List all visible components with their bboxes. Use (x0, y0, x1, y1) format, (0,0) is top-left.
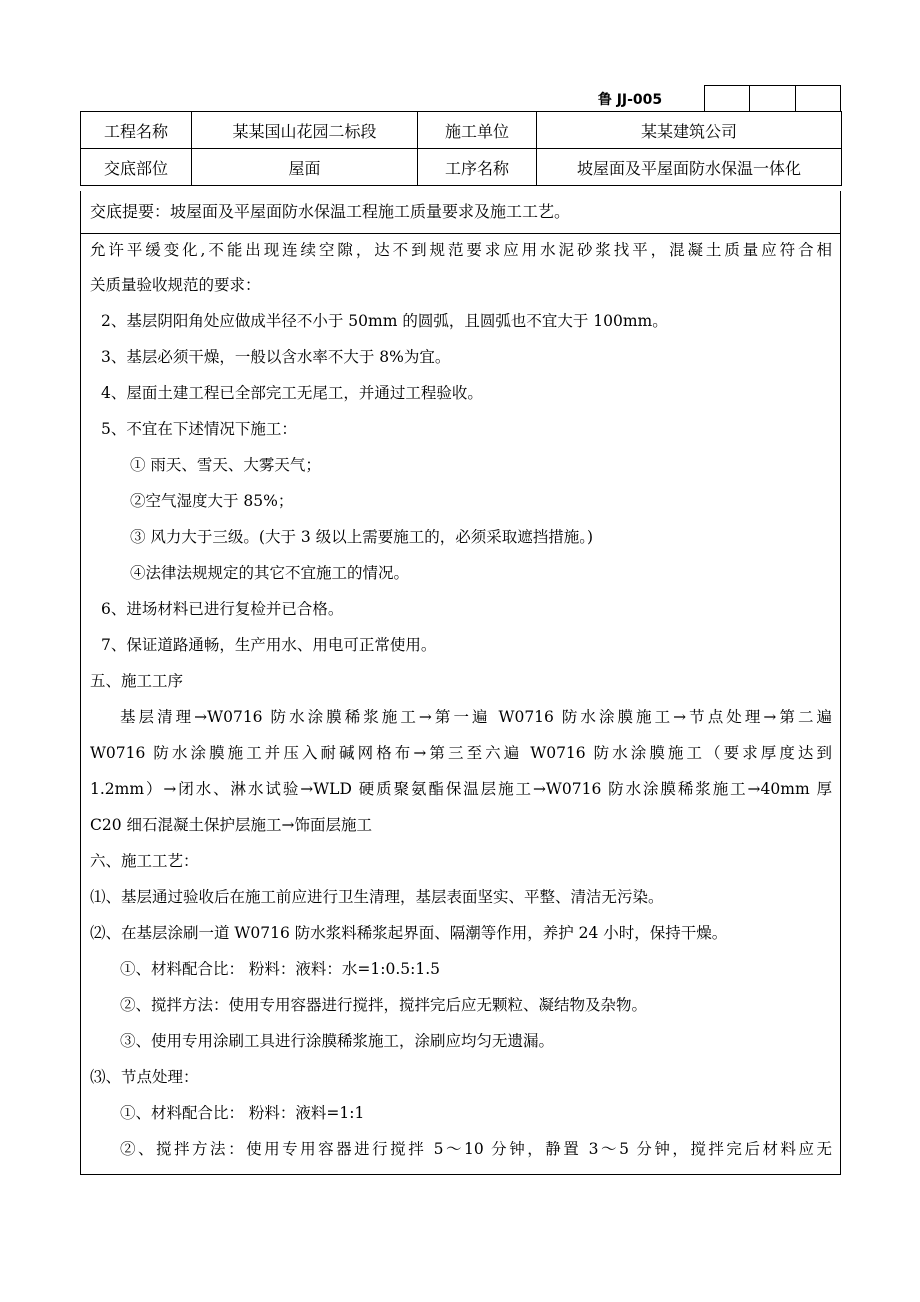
process-value: 坡屋面及平屋面防水保温一体化 (537, 149, 842, 186)
paragraph-line: W0716 防水涂膜施工并压入耐碱网格布→第三至六遍 W0716 防水涂膜施工（要求厚度达到 (90, 744, 832, 762)
section-heading: 五、施工工序 (90, 672, 184, 690)
sub-list-item: ②、搅拌方法：使用专用容器进行搅拌，搅拌完后应无颗粒、凝结物及杂物。 (120, 996, 648, 1014)
sub-list-item: ④法律法规规定的其它不宜施工的情况。 (130, 564, 410, 582)
summary-row: 交底提要：坡屋面及平屋面防水保温工程施工质量要求及施工工艺。 (81, 191, 840, 234)
process-label: 工序名称 (418, 149, 537, 186)
approval-box-3 (795, 85, 841, 111)
list-item: ⑵、在基层涂刷一道 W0716 防水浆料稀浆起界面、隔潮等作用，养护 24 小时，保持干燥。 (90, 924, 728, 942)
paragraph-line: 允许平缓变化,不能出现连续空隙，达不到规范要求应用水泥砂浆找平，混凝土质量应符合相 (90, 241, 832, 259)
part-value: 屋面 (192, 149, 418, 186)
part-label: 交底部位 (81, 149, 192, 186)
sub-list-item: ③、使用专用涂刷工具进行涂膜稀浆施工，涂刷应均匀无遗漏。 (120, 1032, 555, 1050)
sub-list-item: ②空气湿度大于 85%； (130, 492, 294, 510)
sub-list-item: ③ 风力大于三级。(大于 3 级以上需要施工的，必须采取遮挡措施。) (130, 528, 593, 546)
list-item: ⑴、基层通过验收后在施工前应进行卫生清理，基层表面坚实、平整、清洁无污染。 (90, 888, 664, 906)
content-box (80, 191, 841, 1175)
content-body (81, 234, 840, 1167)
header-table (80, 111, 842, 186)
header-row-1 (81, 112, 842, 149)
list-item: 7、保证道路通畅，生产用水、用电可正常使用。 (101, 636, 437, 654)
paragraph-line: 基层清理→W0716 防水涂膜稀浆施工→第一遍 W0716 防水涂膜施工→节点处理→第二遍 (120, 708, 832, 726)
approval-box-1 (704, 85, 750, 111)
sub-list-item: ①、材料配合比： 粉料：液料：水=1:0.5:1.5 (120, 960, 441, 978)
sub-list-item: ②、搅拌方法：使用专用容器进行搅拌 5～10 分钟，静置 3～5 分钟，搅拌完后材料应无 (120, 1140, 832, 1158)
list-item: 2、基层阴阳角处应做成半径不小于 50mm 的圆弧，且圆弧也不宜大于 100mm。 (101, 312, 668, 330)
paragraph-line: C20 细石混凝土保护层施工→饰面层施工 (90, 816, 372, 834)
project-name-label: 工程名称 (81, 112, 192, 149)
paragraph-line: 1.2mm）→闭水、淋水试验→WLD 硬质聚氨酯保温层施工→W0716 防水涂膜稀浆施工→40mm 厚 (90, 780, 832, 798)
contractor-label: 施工单位 (418, 112, 537, 149)
list-item: 5、不宜在下述情况下施工： (101, 420, 297, 438)
document-code: 鲁 JJ-005 (597, 92, 663, 108)
paragraph-line: 关质量验收规范的要求： (90, 276, 261, 294)
contractor-value: 某某建筑公司 (537, 112, 842, 149)
list-item: ⑶、节点处理： (90, 1068, 199, 1086)
list-item: 3、基层必须干燥，一般以含水率不大于 8%为宜。 (101, 348, 451, 366)
sub-list-item: ①、材料配合比： 粉料：液料=1:1 (120, 1104, 365, 1122)
approval-box-2 (749, 85, 796, 111)
list-item: 4、屋面土建工程已全部完工无尾工，并通过工程验收。 (101, 384, 483, 402)
section-heading: 六、施工工艺： (90, 852, 199, 870)
sub-list-item: ① 雨天、雪天、大雾天气； (130, 456, 321, 474)
project-name-value: 某某国山花园二标段 (192, 112, 418, 149)
header-row-2 (81, 149, 842, 186)
list-item: 6、进场材料已进行复检并已合格。 (101, 600, 344, 618)
